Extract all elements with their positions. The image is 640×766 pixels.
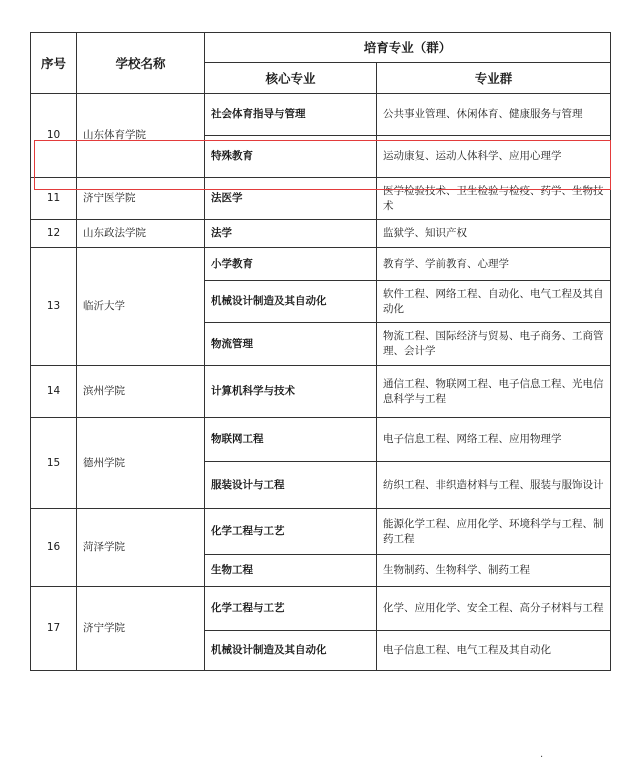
core-major: 生物工程 [205,555,377,587]
major-group: 纺织工程、非织造材料与工程、服装与服饰设计 [377,462,611,509]
school-name: 山东体育学院 [77,94,205,178]
header-cultivate: 培育专业（群） [205,33,611,63]
majors-table [30,32,611,671]
school-name: 济宁医学院 [77,178,205,220]
school-name: 济宁学院 [77,587,205,671]
major-group: 软件工程、网络工程、自动化、电气工程及其自动化 [377,281,611,323]
core-major: 法学 [205,220,377,248]
major-group: 教育学、学前教育、心理学 [377,248,611,281]
corner-mark: · [540,752,544,763]
row-number: 13 [31,248,77,366]
major-group: 电子信息工程、网络工程、应用物理学 [377,418,611,462]
core-major: 化学工程与工艺 [205,509,377,555]
row-number: 10 [31,94,77,178]
table-row [31,587,611,631]
core-major: 法医学 [205,178,377,220]
major-group: 运动康复、运动人体科学、应用心理学 [377,136,611,178]
core-major: 机械设计制造及其自动化 [205,281,377,323]
table-row [31,178,611,220]
core-major: 服装设计与工程 [205,462,377,509]
major-group: 能源化学工程、应用化学、环境科学与工程、制药工程 [377,509,611,555]
row-number: 15 [31,418,77,509]
core-major: 计算机科学与技术 [205,366,377,418]
core-major: 特殊教育 [205,136,377,178]
core-major: 化学工程与工艺 [205,587,377,631]
row-number: 17 [31,587,77,671]
header-core-major: 核心专业 [205,63,377,94]
core-major: 小学教育 [205,248,377,281]
table-row [31,248,611,281]
row-number: 12 [31,220,77,248]
row-number: 11 [31,178,77,220]
header-seq: 序号 [31,33,77,94]
row-number: 16 [31,509,77,587]
school-name: 临沂大学 [77,248,205,366]
header-major-group: 专业群 [377,63,611,94]
major-group: 电子信息工程、电气工程及其自动化 [377,631,611,671]
table-row [31,94,611,136]
table-row [31,220,611,248]
major-group: 公共事业管理、休闲体育、健康服务与管理 [377,94,611,136]
major-group: 物流工程、国际经济与贸易、电子商务、工商管理、会计学 [377,323,611,366]
major-group: 生物制药、生物科学、制药工程 [377,555,611,587]
table-row [31,418,611,462]
school-name: 山东政法学院 [77,220,205,248]
core-major: 社会体育指导与管理 [205,94,377,136]
major-group: 化学、应用化学、安全工程、高分子材料与工程 [377,587,611,631]
major-group: 通信工程、物联网工程、电子信息工程、光电信息科学与工程 [377,366,611,418]
school-name: 滨州学院 [77,366,205,418]
table-row [31,366,611,418]
major-group: 医学检验技术、卫生检验与检疫、药学、生物技术 [377,178,611,220]
header-school: 学校名称 [77,33,205,94]
table-row [31,509,611,555]
core-major: 物联网工程 [205,418,377,462]
core-major: 物流管理 [205,323,377,366]
school-name: 菏泽学院 [77,509,205,587]
core-major: 机械设计制造及其自动化 [205,631,377,671]
school-name: 德州学院 [77,418,205,509]
major-group: 监狱学、知识产权 [377,220,611,248]
row-number: 14 [31,366,77,418]
header-row-top [31,33,611,63]
